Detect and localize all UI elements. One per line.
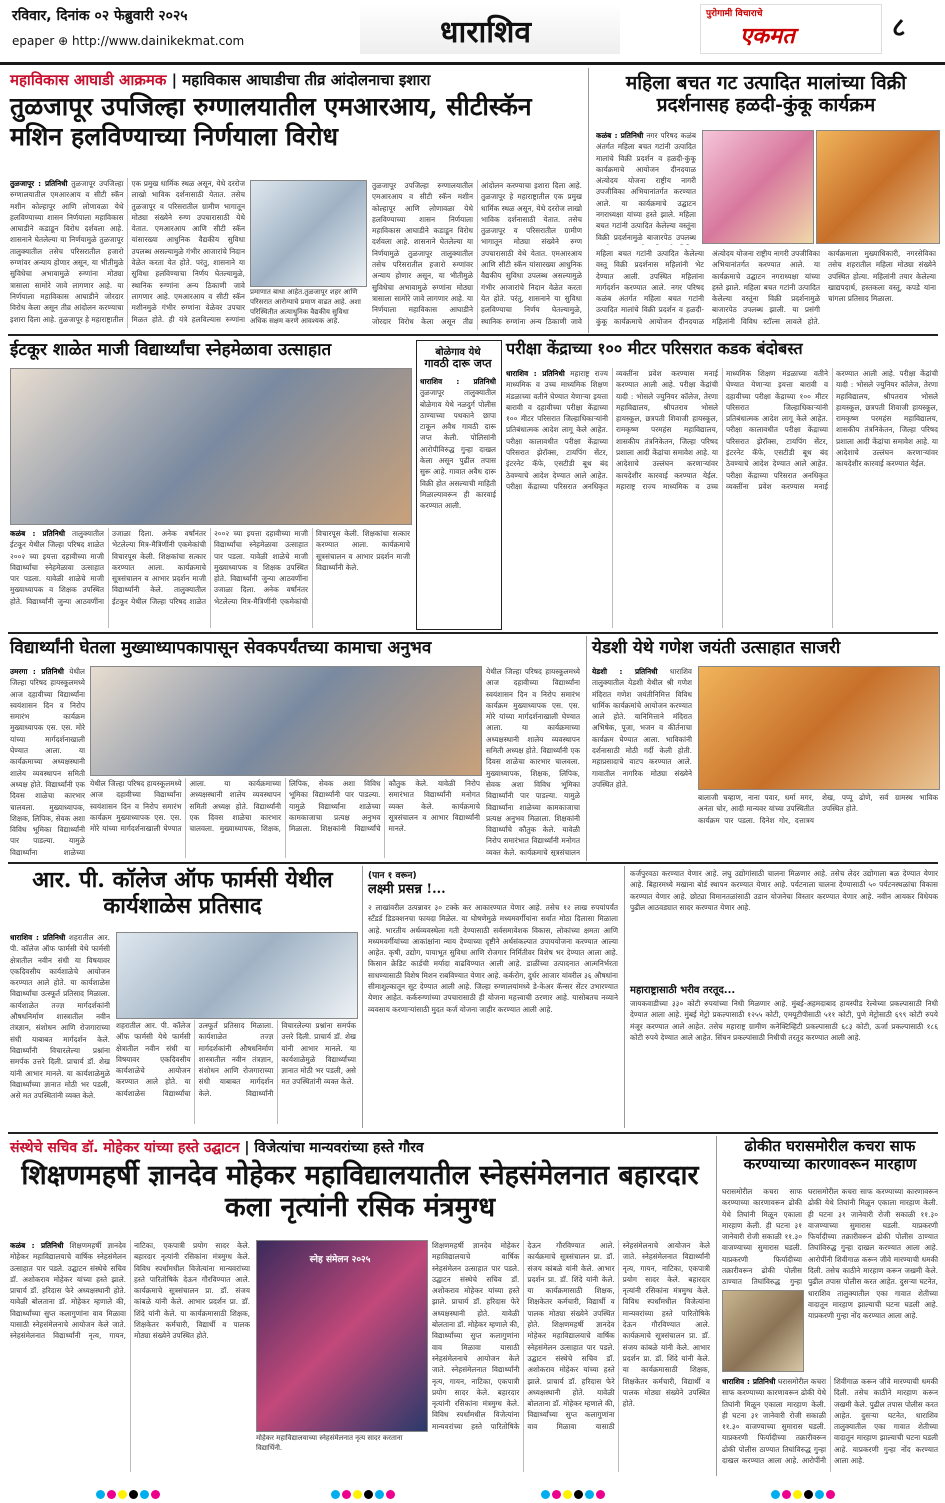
column-divider [586,636,587,861]
story1-kicker: महाविकास आघाडी आक्रमक | महाविकास आघाडीचा तीव्र आंदोलनाचा इशारा [10,71,431,89]
story10-kicker: संस्थेचे सचिव डॉ. मोहेकर यांच्या हस्ते उद्घाटन | विजेत्यांचा मान्यवरांच्या हस्ते गौरव [10,1140,424,1156]
story1-byline: तुळजापूर : प्रतिनिधी [10,179,68,188]
story1-kicker-text: महाविकास आघाडीचा तीव्र आंदोलनाचा इशारा [182,71,431,89]
story2-text: नगर परिषद कळंब अंतर्गत महिला बचत गटांनी उत्पादित मालांचे विक्री प्रदर्शन व हळदी-कुंकू कार्यक्रमाचे आयोजन दीनदयाळ अंत्योदय योजना राष्ट्रीय नागरी उपजीविका अभियानांतर्गत करण्यात आले. या कार्यक्रमाचे उद्घाटन नगराध्यक्षा यांच्या हस्ते झाले. महिला बचत गटांनी उत्पादित केलेल्या वस्तूंना विक्री प्रदर्शनामुळे बाजारपेठ उपलब्ध [596,131,696,242]
ct-scanner-photo [250,180,367,287]
story7-byline: येडशी : प्रतिनिधी [592,667,658,676]
story8-headline: आर. पी. कॉलेज ऑफ फार्मसी येथील कार्यशाळेस प्रतिसाद [32,867,333,919]
story11-text-right: घरासमोरील कचरा साफ करण्याच्या कारणावरून ढोकी येथे तिघांनी मिळून एकाला मारहाण केली. ही घटना ३१ जानेवारी रोजी सकाळी ११.३० वाजण्याच्या सुमारास घडली. याप्रकरणी फिर्यादीच्या तक्रारीवरून ढोकी पोलीस ठाण्यात तिघांविरुद्ध गुन्हा दाखल करण्यात आला आहे. आरोपींनी शिवीगाळ करून जीवे मारण्याची धमकी दिली. तसेच काठीने मारहाण करून जखमी केले. पुढील तपास पोलीस करत आहेत. दुसऱ्या घटनेत, धाराशिव तालुक्यातील एका गावात शेतीच्या वादातून मारहाण झाल्याची घटना घडली आहे. याप्रकरणी गुन्हा नोंद करण्यात आला आहे. [808,1187,938,1321]
story11-body-right [808,1186,938,1372]
women-group-photo-2 [816,130,940,244]
story6-text-end: येथील जिल्हा परिषद हायस्कूलमध्ये आज दहावीच्या विद्यार्थ्यांना स्वयंशासन दिन व निरोप समारंभ कार्यक्रम मुख्याध्यापक एस. एस. मोरे यांच्या मार्गदर्शनाखाली घेण्यात आला. या कार्यक्रमाच्या अध्यक्षस्थानी शालेय व्यवस्थापन समिती अध्यक्ष होते. विद्यार्थ्यांनी एक दिवस शाळेचा कारभार चालवला. मुख्याध्यापक, शिक्षक, लिपिक, सेवक अशा विविध भूमिका विद्यार्थ्यांनी पार पाडल्या. यामुळे विद्यार्थ्यांना शाळेच्या कामकाजाचा प्रत्यक्ष अनुभव मिळाला. शिक्षकांनी विद्यार्थ्यांचे कौतुक केले. यावेळी निरोप समारंभात विद्यार्थ्यांनी मनोगत व्यक्त केले. कार्यक्रमाचे सूत्रसंचालन [486,667,580,856]
story3-body [10,528,410,628]
epaper-label: epaper [12,34,55,48]
print-registration-marks [0,1480,945,1500]
story1-headline: तुळजापूर उपजिल्हा रुग्णालयातील एमआरआय, सीटीस्कॅन मशिन हलविण्याच्या निर्णयाला विरोध [10,92,532,151]
story8-text: शहरातील आर. पी. कॉलेज ऑफ फार्मसी येथे फार्मसी क्षेत्रातील नवीन संधी या विषयावर एकदिवसीय कार्यशाळेचे आयोजन करण्यात आले होते. या कार्यशाळेस विद्यार्थ्यांचा उत्स्फूर्त प्रतिसाद मिळाला. कार्यशाळेत तज्ज्ञ मार्गदर्शकांनी औषधनिर्माण शास्त्रातील नवीन तंत्रज्ञान, संशोधन आणि रोजगाराच्या संधी याबाबत मार्गदर्शन केले. विद्यार्थ्यांनी विचारलेल्या प्रश्नांना समर्पक उत्तरे दिली. प्राचार्य डॉ. शेख यांनी आभार मानले. या कार्यशाळेमुळे विद्यार्थ्यांच्या ज्ञानात मोठी भर पडली, असे मत उपस्थितांनी व्यक्त केले. [10,933,110,1101]
story6-text-cont: येथील जिल्हा परिषद हायस्कूलमध्ये आज दहावीच्या विद्यार्थ्यांना स्वयंशासन दिन व निरोप समारंभ कार्यक्रम मुख्याध्यापक एस. एस. मोरे यांच्या मार्गदर्शनाखाली घेण्यात आला. या कार्यक्रमाच्या अध्यक्षस्थानी शालेय व्यवस्थापन समिती अध्यक्ष होते. विद्यार्थ्यांनी एक दिवस शाळेचा कारभार चालवला. मुख्याध्यापक, शिक्षक, लिपिक, सेवक अशा विविध भूमिका विद्यार्थ्यांनी पार पाडल्या. यामुळे विद्यार्थ्यांना शाळेच्या कामकाजाचा प्रत्यक्ष अनुभव मिळाला. शिक्षकांनी विद्यार्थ्यांचे कौतुक केले. यावेळी निरोप समारंभात विद्यार्थ्यांनी मनोगत व्यक्त केले. कार्यक्रमाचे सूत्रसंचालन व आभार विद्यार्थ्यांनी मानले. [90,779,480,834]
section-rule-2 [8,632,938,634]
story10-body-left [10,1240,250,1472]
story5-headline: परीक्षा केंद्राच्या १०० मीटर परिसरात कडक बंदोबस्त [506,339,803,358]
story11-body [722,1376,938,1472]
story1-body-left [10,178,245,328]
story1-body-right [372,180,582,330]
story1-text: तुळजापूर उपजिल्हा रुग्णालयातील एमआरआय व सीटी स्कॅन मशीन कोल्हापूर आणि लोणावळा येथे हलविण्याच्या शासन निर्णयाला महाविकास आघाडीने कडाडून विरोध दर्शवला आहे. शासनाने घेतलेल्या या निर्णयामुळे तुळजापूर तालुक्यातील तसेच परिसरातील हजारो रुग्णांवर अन्याय होणार असून, या भीतीमुळे सुविधेचा अभावामुळे रुग्णांना मोठ्या त्रासाला सामोरे जावे लागणार आहे. या निर्णयाला महाविकास आघाडीने जोरदार विरोध केला असून तीव्र आंदोलन करण्याचा इशारा दिला आहे. तुळजापूर हे महाराष्ट्रातील एक प्रमुख धार्मिक स्थळ असून, येथे दररोज लाखो भाविक दर्शनासाठी येतात. तसेच तुळजापूर व परिसरातील ग्रामीण भागातून मोठ्या संख्येने रुग्ण उपचारासाठी येथे येतात. एमआरआय आणि सीटी स्कॅन यांसारख्या आधुनिक वैद्यकीय सुविधा उपलब्ध असल्यामुळे गंभीर आजारांचे निदान वेळेत करता येत होते. परंतु, शासनाने या सुविधा हलविण्याचा निर्णय घेतल्यामुळे, स्थानिक रुग्णांना अन्य ठिकाणी जावे लागणार आहे. एमआरआय व सीटी स्कॅन मशीनमुळे गंभीर रुग्णांना वेळेवर उपचार मिळत होते. ही यंत्रे हलविल्यास रुग्णांना [10,179,245,324]
story10-byline: कळंब : प्रतिनिधी [10,1241,64,1250]
story4-kicker: बोळेगाव येथे [435,347,481,358]
story3-headline: ईटकूर शाळेत माजी विद्यार्थ्यांचा स्नेहमेळावा उत्साहात [10,340,332,360]
story9-body2: कर्जपुरवठा करण्यात येणार आहे. लघु उद्योगांसाठी चालना मिळणार आहे. तसेच लेदर उद्योगाला बळ देण्यात येणार आहे. बिहारमध्ये मखाना बोर्ड स्थापन करण्यात येणार आहे. पर्यटनाला चालना देण्यासाठी ५० पर्यटनस्थळांचा विकास करण्यात येणार आहे. छोट्या विमानतळांसाठी उडान योजनेचा विस्तार करण्यात येणार आहे. नवीन आयकर विधेयक पुढील आठवड्यात सादर करण्यात येणार आहे. [630,869,938,912]
story6-body-mid [90,778,480,858]
story3-text-cont: तालुक्यातील ईटकूर येथील जिल्हा परिषद शाळेत २००२ च्या इयत्ता दहावीच्या माजी विद्यार्थ्यांचा स्नेहमेळावा उत्साहात पार पडला. यावेळी शाळेचे माजी मुख्याध्यापक व शिक्षक उपस्थित होते. विद्यार्थ्यांनी जुन्या आठवणींना उजाळा दिला. अनेक वर्षांनंतर भेटलेल्या मित्र-मैत्रिणींनी एकमेकांची विचारपूस केली. शिक्षकांचा सत्कार करण्यात आला. कार्यक्रमाचे सूत्रसंचालन व आभार प्रदर्शन माजी विद्यार्थ्यांनी केले. [112,529,410,606]
section-rule-3 [8,862,938,864]
story9-headline: लक्ष्मी प्रसन्न !... [368,882,446,897]
story2-caption: महिला बचत गटांनी उत्पादित केलेल्या वस्तू विक्री प्रदर्शनास महिलांनी भेट देण्यात आली. उपस्थित महिलांना मार्गदर्शन करण्यात आले. [596,249,704,292]
story9-continued: (पान १ वरून) [368,871,417,881]
story9-subhead: महाराष्ट्रासाठी भरीव तरतूद... [630,985,736,996]
story11-body-top [722,1186,802,1286]
ganesh-jayanti-photo [698,666,940,790]
story3-byline: कळंब : प्रतिनिधी [10,529,66,538]
issue-date: रविवार, दिनांक ०२ फेब्रुवारी २०२५ [12,8,188,24]
students-group-photo [90,666,482,776]
story7-headline: येडशी येथे गणेश जयंती उत्साहात साजरी [592,638,841,658]
story5-body [506,368,938,628]
story1-kicker-red: महाविकास आघाडी आक्रमक [10,71,167,89]
story6-text: येथील जिल्हा परिषद हायस्कूलमध्ये आज दहावीच्या विद्यार्थ्यांना स्वयंशासन दिन व निरोप समारंभ कार्यक्रम मुख्याध्यापक एस. एस. मोरे यांच्या मार्गदर्शनाखाली घेण्यात आला. या कार्यक्रमाच्या अध्यक्षस्थानी शालेय व्यवस्थापन समिती अध्यक्ष होते. विद्यार्थ्यांनी एक दिवस शाळेचा कारभार चालवला. मुख्याध्यापक, शिक्षक, लिपिक, सेवक अशा विविध भूमिका विद्यार्थ्यांनी पार पाडल्या. यामुळे विद्यार्थ्यांना शाळेच्या [10,667,85,856]
column-divider [716,1136,717,1476]
story8-body-right [116,1020,356,1124]
story3-text: तालुक्यातील ईटकूर येथील जिल्हा परिषद शाळेत २००२ च्या इयत्ता दहावीच्या माजी विद्यार्थ्यांचा स्नेहमेळावा उत्साहात पार पडला. यावेळी शाळेचे माजी मुख्याध्यापक व शिक्षक उपस्थित होते. विद्यार्थ्यांनी जुन्या आठवणींना उजाळा दिला. अनेक वर्षांनंतर भेटलेल्या मित्र-मैत्रिणींनी एकमेकांची विचारपूस केली. शिक्षकांचा सत्कार करण्यात आला. कार्यक्रमाचे सूत्रसंचालन व आभार प्रदर्शन माजी विद्यार्थ्यांनी केले. [10,529,206,606]
story4-body [420,376,496,624]
workshop-photo [116,932,358,1019]
masthead-bar [0,0,945,65]
women-group-photo-1 [702,130,814,244]
story4-text: तुळजापूर तालुक्यातील बोळेगाव येथे नळदुर्ग पोलीस ठाण्याच्या पथकाने छापा टाकून अवैध गावठी दारू जप्त केली. पोलिसांनी आरोपीविरुद्ध गुन्हा दाखल केला असून पुढील तपास सुरू आहे. गावात अवैध दारू विक्री होत असल्याची माहिती मिळाल्यावरून ही कारवाई करण्यात आली. [420,388,496,511]
police-logo-image [722,1290,804,1372]
story8-body-left [10,932,110,1124]
story6-body-left [10,666,85,856]
section-rule-1 [8,334,938,336]
column-divider [362,866,363,1128]
page-number: ८ [892,13,906,43]
story10-text-cont: शिक्षणमहर्षी ज्ञानदेव मोहेकर महाविद्यालयाचे वार्षिक स्नेहसंमेलन उत्साहात पार पडले. उद्घाटन संस्थेचे सचिव डॉ. अशोकराव मोहेकर यांच्या हस्ते झाले. प्राचार्य डॉ. हरिदास फेरे अध्यक्षस्थानी होते. यावेळी बोलताना डॉ. मोहेकर म्हणाले की, विद्यार्थ्यांच्या सुप्त कलागुणांना वाव मिळावा यासाठी स्नेहसंमेलनाचे आयोजन केले जाते. स्नेहसंमेलनात विद्यार्थ्यांनी नृत्य, गायन, नाटिका, एकपात्री प्रयोग सादर केले. बहारदार नृत्यांनी रसिकांना मंत्रमुग्ध केले. विविध स्पर्धांमधील विजेत्यांना मान्यवरांच्या हस्ते पारितोषिके देऊन गौरविण्यात आले. कार्यक्रमाचे सूत्रसंचालन प्रा. डॉ. संजय कांबळे यांनी केले. आभार प्रदर्शन प्रा. डॉ. शिंदे यांनी केले. या कार्यक्रमासाठी शिक्षक, शिक्षकेतर कर्मचारी, विद्यार्थी व पालक मोठ्या संख्येने उपस्थित होते. [432,1241,615,1431]
color-dots-center-left [330,1484,396,1503]
alumni-group-photo [10,368,412,525]
story6-byline: उमरगा : प्रतिनिधी [10,667,64,676]
color-dots-left [95,1484,161,1503]
story6-body-right [486,666,580,856]
story10-photo-caption: मोहेकर महाविद्यालयाच्या स्नेहसंमेलनात नृत्य सादर करताना विद्यार्थिनी. [256,1434,403,1452]
website-link[interactable]: http://www.dainikekmat.com [72,34,245,48]
color-dots-center-right [540,1484,606,1503]
edition-city: धाराशिव [440,15,532,50]
story9-body3: जायकवाडीच्या ३३० कोटी रुपयांच्या निधी मिळणार आहे. मुंबई-अहमदाबाद हायस्पीड रेल्वेच्या प्रकल्पासाठी निधी देण्यात आला आहे. मुंबई मेट्रो प्रकल्पासाठी १२५५ कोटी, एमयूटीपीसाठी ५११ कोटी, पुणे मेट्रोसाठी ६९९ कोटी रुपये मंजूर करण्यात आले आहेत. तसेच महाराष्ट्र ग्रामीण कनेक्टिव्हिटी प्रकल्पासाठी ६८३ कोटी, ऊर्जा प्रकल्पासाठी १८६ कोटी रुपये देण्यात आले आहेत. सिंचन प्रकल्पांसाठी निधीची तरतूद करण्यात आली आहे. [630,999,938,1042]
story11-text: घरासमोरील कचरा साफ करण्याच्या कारणावरून ढोकी येथे तिघांनी मिळून एकाला मारहाण केली. ही घटना ३१ जानेवारी रोजी सकाळी ११.३० वाजण्याच्या सुमारास घडली. याप्रकरणी फिर्यादीच्या तक्रारीवरून ढोकी पोलीस ठाण्यात तिघांविरुद्ध गुन्हा दाखल करण्यात आला आहे. आरोपींनी शिवीगाळ करून जीवे मारण्याची धमकी दिली. तसेच काठीने मारहाण करून जखमी केले. पुढील तपास पोलीस करत आहेत. दुसऱ्या घटनेत, धाराशिव तालुक्यातील एका गावात शेतीच्या वादातून मारहाण झाल्याची घटना घडली आहे. याप्रकरणी गुन्हा नोंद करण्यात आला आहे. [722,1377,938,1466]
story6-headline: विद्यार्थ्यांनी घेतला मुख्याध्यापकापासून सेवकपर्यंतच्या कामाचा अनुभव [10,638,432,658]
story11-byline: धाराशिव : प्रतिनिधी [722,1377,776,1386]
story11-text-top: घरासमोरील कचरा साफ करण्याच्या कारणावरून ढोकी येथे तिघांनी मिळून एकाला मारहाण केली. ही घटना ३१ जानेवारी रोजी सकाळी ११.३० वाजण्याच्या सुमारास घडली. याप्रकरणी फिर्यादीच्या तक्रारीवरून ढोकी पोलीस ठाण्यात तिघांविरुद्ध गुन्हा [722,1187,802,1286]
column-divider [588,68,589,333]
story2-body-cont [596,248,936,330]
brand-tagline: पुरोगामी विचाराचे [706,9,763,19]
story2-byline: कळंब : प्रतिनिधी [596,131,644,140]
story1-photo-caption: प्रमाणात बाधा आहेत.तुळजापूर शहर आणि परिसरात आरोग्याचे प्रमाण वाढत आहे. अशा परिस्थितीत अत्याधुनिक वैद्यकीय सुविधा अधिक सक्षम करणे आवश्यक आहे. [250,288,361,326]
story1-text-cont: तुळजापूर उपजिल्हा रुग्णालयातील एमआरआय व सीटी स्कॅन मशीन कोल्हापूर आणि लोणावळा येथे हलविण्याच्या शासन निर्णयाला महाविकास आघाडीने कडाडून विरोध दर्शवला आहे. शासनाने घेतलेल्या या निर्णयामुळे तुळजापूर तालुक्यातील तसेच परिसरातील हजारो रुग्णांवर अन्याय होणार असून, या भीतीमुळे सुविधेचा अभावामुळे रुग्णांना मोठ्या त्रासाला सामोरे जावे लागणार आहे. या निर्णयाला महाविकास आघाडीने जोरदार विरोध केला असून तीव्र आंदोलन करण्याचा इशारा दिला आहे. तुळजापूर हे महाराष्ट्रातील एक प्रमुख धार्मिक स्थळ असून, येथे दररोज लाखो भाविक दर्शनासाठी येतात. तसेच तुळजापूर व परिसरातील ग्रामीण भागातून मोठ्या संख्येने रुग्ण उपचारासाठी येथे येतात. एमआरआय आणि सीटी स्कॅन यांसारख्या आधुनिक वैद्यकीय सुविधा उपलब्ध असल्यामुळे गंभीर आजारांचे निदान वेळेत करता येत होते. परंतु, शासनाने या सुविधा हलविण्याचा निर्णय घेतल्यामुळे, स्थानिक रुग्णांना अन्य ठिकाणी जावे [372,181,582,326]
story4-headline: गावठी दारू जप्त [424,357,492,370]
stage-banner: स्नेह संमेलन २०२५ [309,1255,371,1265]
story10-headline: शिक्षणमहर्षी ज्ञानदेव मोहेकर महाविद्यालयातील स्नेहसंमेलनात बहारदार कला नृत्यांनी रसिक मंत्रमुग्ध [21,1160,699,1223]
story7-text: धाराशिव तालुक्यातील येडशी येथील श्री गणेश मंदिरात गणेश जयंतीनिमित्त विविध धार्मिक कार्यक्रमांचे आयोजन करण्यात आले होते. यानिमित्ताने मंदिरात अभिषेक, पूजा, भजन व कीर्तनाचा कार्यक्रम घेण्यात आला. भाविकांनी दर्शनासाठी मोठी गर्दी केली होती. महाप्रसादाचे वाटप करण्यात आले. गावातील नागरिक मोठ्या संख्येने उपस्थित होते. [592,667,692,789]
story2-text-cont: नगर परिषद कळंब अंतर्गत महिला बचत गटांनी उत्पादित मालांचे विक्री प्रदर्शन व हळदी-कुंकू कार्यक्रमाचे आयोजन दीनदयाळ अंत्योदय योजना राष्ट्रीय नागरी उपजीविका अभियानांतर्गत करण्यात आले. या कार्यक्रमाचे उद्घाटन नगराध्यक्षा यांच्या हस्ते झाले. महिला बचत गटांनी उत्पादित केलेल्या वस्तूंना विक्री प्रदर्शनामुळे बाजारपेठ उपलब्ध झाली. या प्रसंगी महिलांनी विविध स्टॉल्स लावले होते. कार्यक्रमाला मुख्याधिकारी, नगरसेविका तसेच शहरातील महिला मोठ्या संख्येने उपस्थित होत्या. महिलांनी तयार केलेल्या खाद्यपदार्थ, हस्तकला वस्तू, कपडे यांना चांगला प्रतिसाद मिळाला. [596,249,936,326]
dance-performance-photo [256,1240,428,1432]
color-dots-right [770,1484,836,1503]
story9-body: २ लाखांवरील उत्पन्नावर ३० टक्के कर आकारण्यात येणार आहे. तसेच १२ लाख रुपयांपर्यंत स्टँडर्ड डिडक्शनचा फायदा मिळेल. या घोषणेमुळे मध्यमवर्गीयांना सर्वात मोठा दिलासा मिळाला आहे. भारतीय अर्थव्यवस्थेला गती देण्यासाठी सर्वसमावेशक विकास, लोकांच्या क्षमता आणि मध्यमवर्गीयांच्या आकांक्षांना न्याय देण्याच्या दृष्टीने अर्थसंकल्पात उपाययोजना करण्यात आल्या आहेत. कृषी, उद्योग, पायाभूत सुविधा आणि रोजगार निर्मितीवर विशेष भर देण्यात आला आहे. किसान क्रेडिट कार्डची मर्यादा वाढविण्यात आली आहे. डाळींच्या उत्पादनात आत्मनिर्भरता साधण्यासाठी विशेष मिशन राबविण्यात येणार आहे. कर्करोग, दुर्धर आजार यांवरील ३६ औषधांना सीमाशुल्कातून सूट देण्यात आली आहे. जिल्हा रुग्णालयांमध्ये डे-केअर कॅन्सर सेंटर उभारण्यात येणार आहेत. कर्करुग्णांच्या उपचारासाठी ही योजना महत्त्वाची ठरणार आहे. यासोबतच नव्याने व्यवसाय करणाऱ्यांसाठी मुदत कर्ज योजना जाहीर करण्यात आली आहे. [368,903,618,1014]
story8-byline: धाराशिव : प्रतिनिधी [10,933,66,942]
globe-icon: ⊕ [58,34,69,48]
story7-body [592,666,692,858]
story10-text-end: शिक्षणमहर्षी ज्ञानदेव मोहेकर महाविद्यालयाचे वार्षिक स्नेहसंमेलन उत्साहात पार पडले. उद्घाटन संस्थेचे सचिव डॉ. अशोकराव मोहेकर यांच्या हस्ते झाले. प्राचार्य डॉ. हरिदास फेरे अध्यक्षस्थानी होते. यावेळी बोलताना डॉ. मोहेकर म्हणाले की, विद्यार्थ्यांच्या सुप्त कलागुणांना वाव मिळावा यासाठी स्नेहसंमेलनाचे आयोजन केले जाते. स्नेहसंमेलनात विद्यार्थ्यांनी नृत्य, गायन, नाटिका, एकपात्री प्रयोग सादर केले. बहारदार नृत्यांनी रसिकांना मंत्रमुग्ध केले. विविध स्पर्धांमधील विजेत्यांना मान्यवरांच्या हस्ते पारितोषिके देऊन गौरविण्यात आले. कार्यक्रमाचे सूत्रसंचालन प्रा. डॉ. संजय कांबळे यांनी केले. आभार प्रदर्शन प्रा. डॉ. शिंदे यांनी केले. या कार्यक्रमासाठी शिक्षक, शिक्षकेतर कर्मचारी, विद्यार्थी व पालक मोठ्या संख्येने उपस्थित होते. [527,1241,710,1431]
story8-text-cont: शहरातील आर. पी. कॉलेज ऑफ फार्मसी येथे फार्मसी क्षेत्रातील नवीन संधी या विषयावर एकदिवसीय कार्यशाळेचे आयोजन करण्यात आले होते. या कार्यशाळेस विद्यार्थ्यांचा उत्स्फूर्त प्रतिसाद मिळाला. कार्यशाळेत तज्ज्ञ मार्गदर्शकांनी औषधनिर्माण शास्त्रातील नवीन तंत्रज्ञान, संशोधन आणि रोजगाराच्या संधी याबाबत मार्गदर्शन केले. विद्यार्थ्यांनी विचारलेल्या प्रश्नांना समर्पक उत्तरे दिली. प्राचार्य डॉ. शेख यांनी आभार मानले. या कार्यशाळेमुळे विद्यार्थ्यांच्या ज्ञानात मोठी भर पडली, असे मत उपस्थितांनी व्यक्त केले. [116,1021,356,1098]
story4-byline: धाराशिव : प्रतिनिधी [420,377,496,386]
column-divider [624,866,625,1128]
story5-text-cont: महाराष्ट्र राज्य माध्यमिक व उच्च माध्यमिक शिक्षण मंडळाच्या वतीने घेण्यात येणाऱ्या इयत्ता बारावी व दहावीच्या परीक्षा केंद्राच्या १०० मीटर परिसरात जिल्हाधिकाऱ्यांनी प्रतिबंधात्मक आदेश लागू केले आहेत. परीक्षा कालावधीत परीक्षा केंद्राच्या परिसरात झेरॉक्स, टायपिंग सेंटर, इंटरनेट कॅफे, एसटीडी बूथ बंद ठेवण्याचे आदेश देण्यात आले आहेत. परीक्षा केंद्राच्या परिसरात अनधिकृत व्यक्तींना प्रवेश करण्यास मनाई करण्यात आली आहे. परीक्षा केंद्रांची यादी : भोसले ज्युनियर कॉलेज, तेरणा महाविद्यालय, श्रीपतराव भोसले हायस्कूल, छत्रपती शिवाजी हायस्कूल, रामकृष्ण परमहंस महाविद्यालय, शासकीय तंत्रनिकेतन, जिल्हा परिषद प्रशाला आदी केंद्रांचा समावेश आहे. या आदेशाचे उल्लंघन करणाऱ्यांवर कायदेशीर कारवाई करण्यात येईल. [616,369,938,491]
story10-kicker-text: विजेत्यांचा मान्यवरांच्या हस्ते गौरव [254,1140,424,1156]
story7-caption: बालाजी चव्हाण, नाना पवार, धर्मा मगर, अनंता चोर, आदी मान्यवर यांच्या उपस्थितीत कार्यक्रम पार पडला. दिनेश गोर, दत्तात्रय शेख, पप्पू ढोणे, सर्व ग्रामस्थ भाविक उपस्थित होते. [698,793,938,825]
section-rule-4 [8,1132,938,1134]
story10-body-right [432,1240,710,1472]
website-line[interactable] [12,34,244,48]
story10-kicker-red: संस्थेचे सचिव डॉ. मोहेकर यांच्या हस्ते उद्घाटन [10,1140,240,1156]
brand-logo: एकमत [740,24,795,49]
story2-headline: महिला बचत गट उत्पादित मालांच्या विक्री प्रदर्शनासह हळदी-कुंकू कार्यक्रम [625,72,907,117]
story10-text: शिक्षणमहर्षी ज्ञानदेव मोहेकर महाविद्यालयाचे वार्षिक स्नेहसंमेलन उत्साहात पार पडले. उद्घाटन संस्थेचे सचिव डॉ. अशोकराव मोहेकर यांच्या हस्ते झाले. प्राचार्य डॉ. हरिदास फेरे अध्यक्षस्थानी होते. यावेळी बोलताना डॉ. मोहेकर म्हणाले की, विद्यार्थ्यांच्या सुप्त कलागुणांना वाव मिळावा यासाठी स्नेहसंमेलनाचे आयोजन केले जाते. स्नेहसंमेलनात विद्यार्थ्यांनी नृत्य, गायन, नाटिका, एकपात्री प्रयोग सादर केले. बहारदार नृत्यांनी रसिकांना मंत्रमुग्ध केले. विविध स्पर्धांमधील विजेत्यांना मान्यवरांच्या हस्ते पारितोषिके देऊन गौरविण्यात आले. कार्यक्रमाचे सूत्रसंचालन प्रा. डॉ. संजय कांबळे यांनी केले. आभार प्रदर्शन प्रा. डॉ. शिंदे यांनी केले. या कार्यक्रमासाठी शिक्षक, शिक्षकेतर कर्मचारी, विद्यार्थी व पालक मोठ्या संख्येने उपस्थित होते. [10,1241,250,1341]
story2-body [596,130,696,245]
story5-byline: धाराशिव : प्रतिनिधी [506,369,565,378]
story5-text: महाराष्ट्र राज्य माध्यमिक व उच्च माध्यमिक शिक्षण मंडळाच्या वतीने घेण्यात येणाऱ्या इयत्ता बारावी व दहावीच्या परीक्षा केंद्राच्या १०० मीटर परिसरात जिल्हाधिकाऱ्यांनी प्रतिबंधात्मक आदेश लागू केले आहेत. परीक्षा कालावधीत परीक्षा केंद्राच्या परिसरात झेरॉक्स, टायपिंग सेंटर, इंटरनेट कॅफे, एसटीडी बूथ बंद ठेवण्याचे आदेश देण्यात आले आहेत. परीक्षा केंद्राच्या परिसरात अनधिकृत व्यक्तींना प्रवेश करण्यास मनाई करण्यात आली आहे. परीक्षा केंद्रांची यादी : भोसले ज्युनियर कॉलेज, तेरणा महाविद्यालय, श्रीपतराव भोसले हायस्कूल, छत्रपती शिवाजी हायस्कूल, रामकृष्ण परमहंस महाविद्यालय, शासकीय तंत्रनिकेतन, जिल्हा परिषद प्रशाला आदी केंद्रांचा समावेश आहे. या आदेशाचे उल्लंघन करणाऱ्यांवर कायदेशीर कारवाई करण्यात येईल. [506,369,718,491]
story11-headline: ढोकीत घरासमोरील कचरा साफ करण्याच्या कारणावरून मारहाण [743,1137,917,1173]
